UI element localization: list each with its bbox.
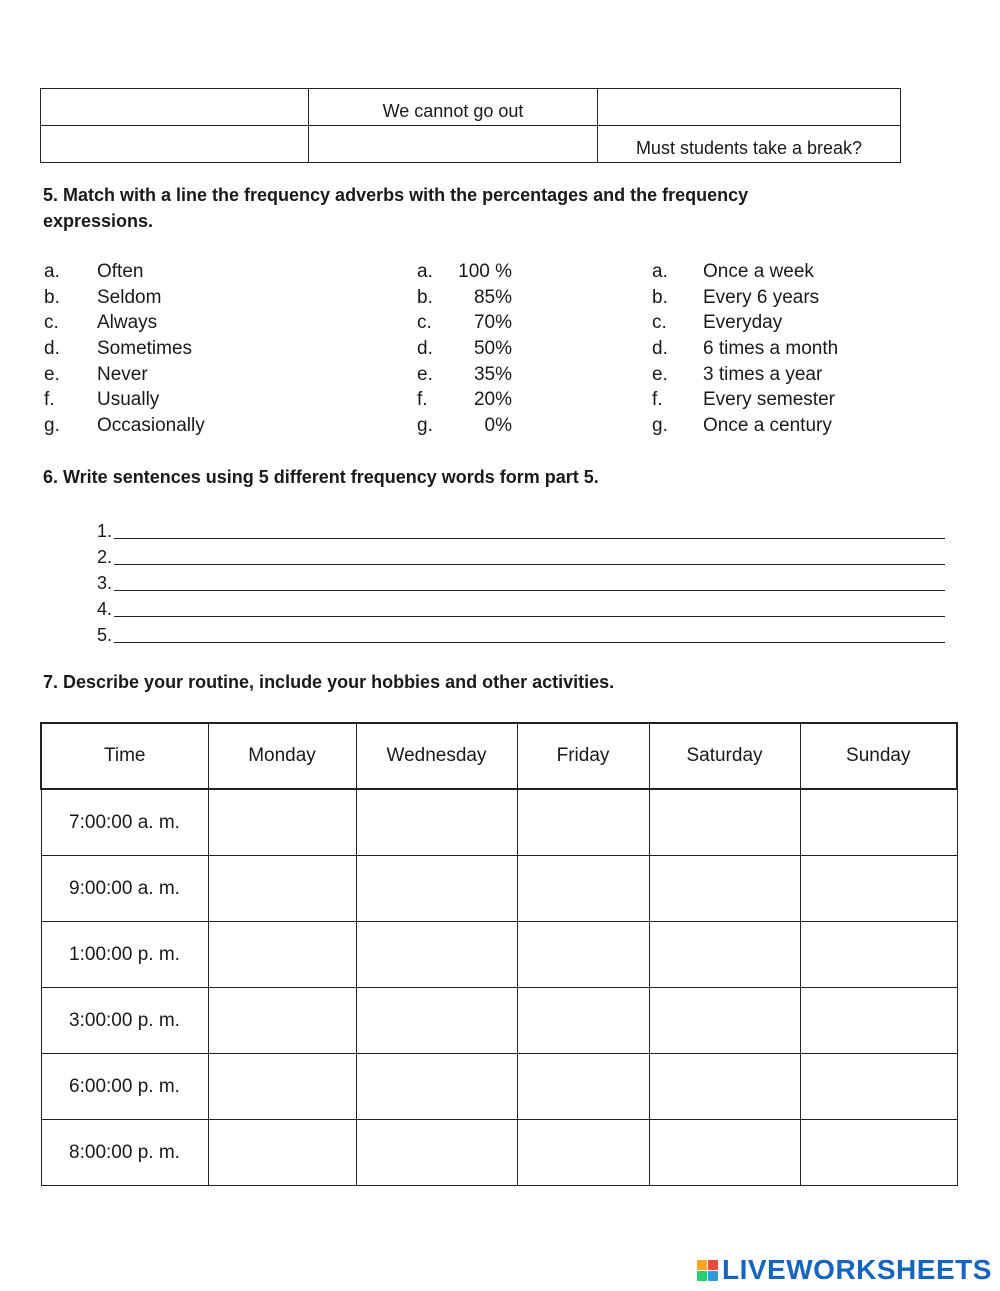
time-cell: 8:00:00 p. m. bbox=[41, 1120, 208, 1186]
section7-heading: 7. Describe your routine, include your hobbies and other activities. bbox=[43, 672, 615, 692]
answer-rule bbox=[114, 590, 945, 591]
logo-square bbox=[708, 1260, 718, 1270]
table-row bbox=[41, 126, 901, 163]
logo-square bbox=[697, 1271, 707, 1281]
item-text: Occasionally bbox=[97, 415, 205, 436]
routine-cell[interactable] bbox=[800, 922, 957, 988]
item-text: Seldom bbox=[97, 287, 162, 308]
answer-rule bbox=[114, 538, 945, 539]
top-table bbox=[40, 88, 901, 163]
time-cell: 1:00:00 p. m. bbox=[41, 922, 208, 988]
routine-cell[interactable] bbox=[649, 988, 800, 1054]
routine-cell[interactable] bbox=[356, 922, 517, 988]
routine-body bbox=[41, 789, 957, 1186]
brand-text: LIVEWORKSHEETS bbox=[722, 1254, 992, 1285]
item-letter: f. bbox=[44, 389, 55, 410]
table-header-row bbox=[41, 723, 957, 789]
item-text: 85% bbox=[473, 287, 512, 308]
line-number: 3. bbox=[97, 573, 113, 593]
table-row bbox=[41, 856, 957, 922]
heading-line: expressions. bbox=[43, 211, 154, 231]
column-header-time: Time bbox=[41, 723, 208, 789]
routine-cell[interactable] bbox=[649, 1054, 800, 1120]
column-header-saturday: Saturday bbox=[649, 723, 800, 789]
item-letter: c. bbox=[652, 312, 667, 333]
item-letter: c. bbox=[417, 312, 432, 333]
item-text: 100 % bbox=[458, 261, 512, 282]
routine-cell[interactable] bbox=[208, 1054, 356, 1120]
time-cell: 7:00:00 a. m. bbox=[41, 789, 208, 856]
answer-line-2[interactable] bbox=[97, 542, 945, 568]
column-header-sunday: Sunday bbox=[800, 723, 957, 789]
table-cell[interactable] bbox=[41, 126, 309, 163]
routine-cell[interactable] bbox=[649, 856, 800, 922]
liveworksheets-logo-icon bbox=[697, 1260, 718, 1281]
liveworksheets-brand bbox=[697, 1254, 992, 1286]
item-text: Never bbox=[97, 364, 148, 385]
line-number: 2. bbox=[97, 547, 113, 567]
answer-rule bbox=[114, 564, 945, 565]
item-letter: f. bbox=[652, 389, 663, 410]
section6-heading: 6. Write sentences using 5 different frequency words form part 5. bbox=[43, 467, 599, 487]
routine-cell[interactable] bbox=[517, 789, 649, 856]
routine-cell[interactable] bbox=[517, 856, 649, 922]
table-row bbox=[41, 89, 901, 126]
item-text: 50% bbox=[473, 338, 512, 359]
item-letter: e. bbox=[44, 364, 60, 385]
routine-cell[interactable] bbox=[356, 856, 517, 922]
line-number: 4. bbox=[97, 599, 113, 619]
routine-cell[interactable] bbox=[208, 1120, 356, 1186]
item-letter: a. bbox=[44, 261, 60, 282]
item-text: Usually bbox=[97, 389, 160, 410]
routine-cell[interactable] bbox=[649, 789, 800, 856]
heading-line: 5. Match with a line the frequency adverbs with the percentages and the frequency bbox=[43, 185, 749, 205]
routine-cell[interactable] bbox=[208, 922, 356, 988]
item-text: Always bbox=[97, 312, 158, 333]
routine-cell[interactable] bbox=[800, 856, 957, 922]
routine-cell[interactable] bbox=[356, 988, 517, 1054]
table-row bbox=[41, 1054, 957, 1120]
item-letter: b. bbox=[652, 287, 668, 308]
time-cell: 3:00:00 p. m. bbox=[41, 988, 208, 1054]
item-text: Everyday bbox=[703, 312, 783, 333]
item-letter: c. bbox=[44, 312, 59, 333]
item-text: 3 times a year bbox=[703, 364, 823, 385]
routine-cell[interactable] bbox=[208, 789, 356, 856]
column-header-wednesday: Wednesday bbox=[356, 723, 517, 789]
item-letter: a. bbox=[417, 261, 433, 282]
item-text: Every 6 years bbox=[703, 287, 820, 308]
item-text: Sometimes bbox=[97, 338, 193, 359]
line-number: 5. bbox=[97, 625, 113, 645]
item-letter: f. bbox=[417, 389, 428, 410]
routine-cell[interactable] bbox=[208, 856, 356, 922]
routine-cell[interactable] bbox=[208, 988, 356, 1054]
item-text: 35% bbox=[473, 364, 512, 385]
table-row bbox=[41, 1120, 957, 1186]
routine-cell[interactable] bbox=[800, 1120, 957, 1186]
item-letter: d. bbox=[417, 338, 433, 359]
table-row bbox=[41, 922, 957, 988]
logo-square bbox=[697, 1260, 707, 1270]
answer-line-4[interactable] bbox=[97, 594, 945, 620]
routine-cell[interactable] bbox=[356, 1120, 517, 1186]
item-text: Every semester bbox=[703, 389, 835, 410]
item-text: Once a week bbox=[703, 261, 814, 282]
answer-rule bbox=[114, 642, 945, 643]
routine-cell[interactable] bbox=[517, 922, 649, 988]
time-cell: 6:00:00 p. m. bbox=[41, 1054, 208, 1120]
item-letter: g. bbox=[44, 415, 60, 436]
routine-cell[interactable] bbox=[800, 988, 957, 1054]
item-text: Often bbox=[97, 261, 144, 282]
table-cell[interactable]: Must students take a break? bbox=[598, 126, 901, 163]
table-cell[interactable] bbox=[309, 126, 598, 163]
item-letter: e. bbox=[417, 364, 433, 385]
routine-cell[interactable] bbox=[649, 922, 800, 988]
answer-line-1[interactable] bbox=[97, 516, 945, 542]
table-cell[interactable]: We cannot go out bbox=[309, 89, 598, 126]
routine-cell[interactable] bbox=[649, 1120, 800, 1186]
item-text: 0% bbox=[484, 415, 512, 436]
column-header-friday: Friday bbox=[517, 723, 649, 789]
line-number: 1. bbox=[97, 521, 113, 541]
routine-cell[interactable] bbox=[356, 789, 517, 856]
item-letter: e. bbox=[652, 364, 668, 385]
item-text: 6 times a month bbox=[703, 338, 839, 359]
routine-cell[interactable] bbox=[800, 1054, 957, 1120]
table-row bbox=[41, 988, 957, 1054]
routine-cell[interactable] bbox=[517, 988, 649, 1054]
item-text: Once a century bbox=[703, 415, 832, 436]
item-letter: d. bbox=[652, 338, 668, 359]
item-letter: b. bbox=[44, 287, 60, 308]
routine-cell[interactable] bbox=[800, 789, 957, 856]
item-letter: b. bbox=[417, 287, 433, 308]
logo-square bbox=[708, 1271, 718, 1281]
item-letter: d. bbox=[44, 338, 60, 359]
answer-rule bbox=[114, 616, 945, 617]
item-text: 20% bbox=[473, 389, 512, 410]
routine-cell[interactable] bbox=[356, 1054, 517, 1120]
item-letter: a. bbox=[652, 261, 668, 282]
item-letter: g. bbox=[652, 415, 668, 436]
item-text: 70% bbox=[473, 312, 512, 333]
column-header-monday: Monday bbox=[208, 723, 356, 789]
answer-line-3[interactable] bbox=[97, 568, 945, 594]
routine-cell[interactable] bbox=[517, 1054, 649, 1120]
table-cell[interactable] bbox=[41, 89, 309, 126]
time-cell: 9:00:00 a. m. bbox=[41, 856, 208, 922]
section5-heading bbox=[43, 182, 748, 234]
table-cell[interactable] bbox=[598, 89, 901, 126]
table-row bbox=[41, 789, 957, 856]
routine-cell[interactable] bbox=[517, 1120, 649, 1186]
routine-table bbox=[40, 722, 958, 1186]
item-letter: g. bbox=[417, 415, 433, 436]
answer-line-5[interactable] bbox=[97, 620, 945, 646]
